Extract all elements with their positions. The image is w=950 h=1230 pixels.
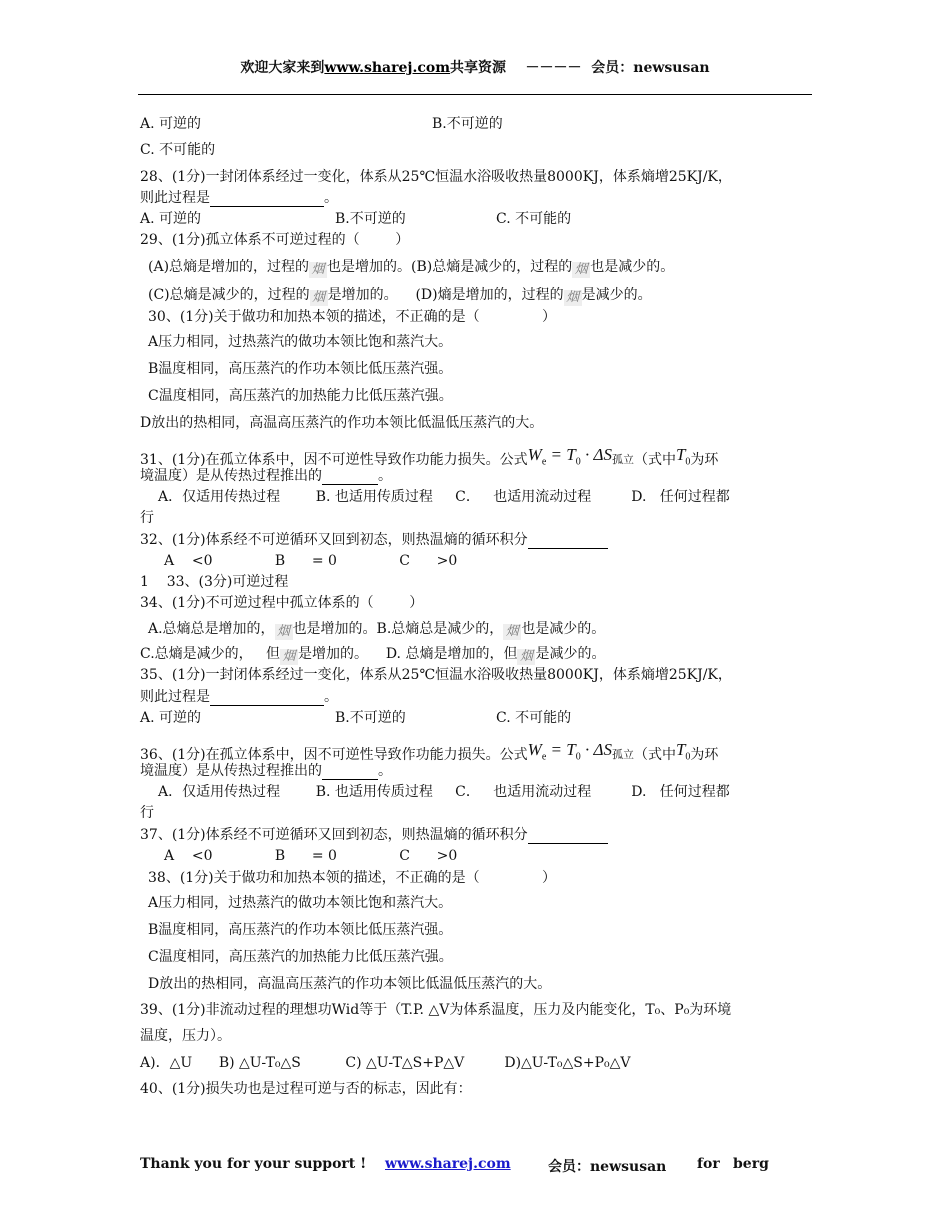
formula-t0: $T_0$ <box>675 445 691 468</box>
option-line: A)．△U B) △U-T₀△S C) △U-T△S+P△V D)△U-T₀△S+P₀△V <box>140 1055 631 1071</box>
question-30: 30、(1分)关于做功和加热本领的描述，不正确的是（ ） <box>148 309 556 325</box>
option-line: C温度相同，高压蒸汽的加热能力比低压蒸汽强。 <box>148 949 453 965</box>
option-line: C. 不可能的 <box>496 211 572 227</box>
question-line: 温度，压力）。 <box>140 1028 231 1044</box>
footer-link[interactable]: www.sharej.com <box>385 1156 511 1172</box>
option-line: A. 可逆的 <box>140 211 202 227</box>
answer-blank[interactable] <box>210 192 324 207</box>
option-line: 行 <box>140 510 154 526</box>
option-line: (A)总熵是增加的，过程的 烟 也是增加的。(B)总熵是减少的，过程的 烟 也是减少的。 <box>148 259 675 277</box>
question-line: 境温度）是从传热过程推出的 。 <box>140 468 392 484</box>
question-31: 31、(1分)在孤立体系中，因不可逆性导致作功能力损失。公式$W_e = T_0 \cdot \Delta S$孤立（式中$T_0$为环 <box>140 445 719 468</box>
question-35: 35、(1分)一封闭体系经过一变化，体系从25℃恒温水浴吸收热量8000KJ，体系熵增25KJ/K， <box>140 667 732 683</box>
header-link[interactable]: www.sharej.com <box>324 60 451 76</box>
formula: $W_e = T_0 \cdot \Delta S$孤立 <box>527 445 634 468</box>
option-line: A压力相同，过热蒸汽的做功本领比饱和蒸汽大。 <box>148 895 453 911</box>
option-line: B.不可逆的 <box>335 211 406 227</box>
formula: $W_e = T_0 \cdot \Delta S$孤立 <box>527 740 634 763</box>
option-line: B.不可逆的 <box>432 116 503 132</box>
question-line: 则此过程是 。 <box>140 689 338 705</box>
option-line: C. 不可能的 <box>140 142 216 158</box>
question-line: 则此过程是 。 <box>140 190 338 206</box>
question-line: 境温度）是从传热过程推出的 。 <box>140 763 392 779</box>
exergy-glyph: 烟 <box>275 624 293 640</box>
option-line: D放出的热相同，高温高压蒸汽的作功本领比低温低压蒸汽的大。 <box>148 976 552 992</box>
exergy-glyph: 烟 <box>564 290 582 306</box>
option-line: A．仅适用传热过程 B. 也适用传质过程 C． 也适用流动过程 D. 任何过程都 <box>158 489 730 505</box>
question-39: 39、(1分)非流动过程的理想功Wid等于（T.P. △V为体系温度，压力及内能变化，T₀、P₀为环境 <box>140 1002 732 1018</box>
option-line: A. 可逆的 <box>140 116 202 132</box>
question-28: 28、(1分)一封闭体系经过一变化，体系从25℃恒温水浴吸收热量8000KJ，体系熵增25KJ/K， <box>140 169 732 185</box>
question-36: 36、(1分)在孤立体系中，因不可逆性导致作功能力损失。公式$W_e = T_0 \cdot \Delta S$孤立（式中$T_0$为环 <box>140 740 719 763</box>
option-line: A压力相同，过热蒸汽的做功本领比饱和蒸汽大。 <box>148 334 453 350</box>
option-line: (C)总熵是减少的，过程的 烟 是增加的。 (D)熵是增加的，过程的 烟 是减少的。 <box>148 287 652 305</box>
option-line: B温度相同，高压蒸汽的作功本领比低压蒸汽强。 <box>148 361 453 377</box>
exergy-glyph: 烟 <box>280 649 298 665</box>
option-line: C. 不可能的 <box>496 710 572 726</box>
option-line: A <0 B = 0 C >0 <box>164 553 458 569</box>
question-29: 29、(1分)孤立体系不可逆过程的（ ） <box>140 232 410 248</box>
answer-blank[interactable] <box>210 691 324 706</box>
exergy-glyph: 烟 <box>310 290 328 306</box>
header-suffix: 共享资源 －－－－ 会员：newsusan <box>450 60 710 76</box>
question-34: 34、(1分)不可逆过程中孤立体系的（ ） <box>140 595 424 611</box>
answer-blank[interactable] <box>322 765 378 780</box>
exergy-glyph: 烟 <box>309 262 327 278</box>
exergy-glyph: 烟 <box>572 262 590 278</box>
question-32: 32、(1分)体系经不可逆循环又回到初态，则热温熵的循环积分 <box>140 531 608 549</box>
question-40: 40、(1分)损失功也是过程可逆与否的标志，因此有： <box>140 1081 472 1097</box>
question-33: 1 33、(3分)可逆过程 <box>140 574 289 590</box>
option-line: A <0 B = 0 C >0 <box>164 848 458 864</box>
exergy-glyph: 烟 <box>517 649 535 665</box>
question-38: 38、(1分)关于做功和加热本领的描述，不正确的是（ ） <box>148 870 556 886</box>
option-line: A.总熵总是增加的， 烟 也是增加的。B.总熵总是减少的， 烟 也是减少的。 <box>148 621 606 639</box>
exergy-glyph: 烟 <box>503 624 521 640</box>
option-line: C.总熵是减少的， 但 烟 是增加的。 D. 总熵是增加的，但 烟 是减少的。 <box>140 646 606 664</box>
option-line: B.不可逆的 <box>335 710 406 726</box>
formula-t0: $T_0$ <box>675 740 691 763</box>
option-line: A．仅适用传热过程 B. 也适用传质过程 C． 也适用流动过程 D. 任何过程都 <box>158 784 730 800</box>
option-line: C温度相同，高压蒸汽的加热能力比低压蒸汽强。 <box>148 388 453 404</box>
footer-thanks: Thank you for your support ! <box>140 1156 367 1172</box>
question-37: 37、(1分)体系经不可逆循环又回到初态，则热温熵的循环积分 <box>140 826 608 844</box>
header-rule <box>138 94 812 95</box>
page-header <box>0 57 950 77</box>
option-line: D放出的热相同，高温高压蒸汽的作功本领比低温低压蒸汽的大。 <box>140 415 544 431</box>
option-line: A. 可逆的 <box>140 710 202 726</box>
option-line: 行 <box>140 805 154 821</box>
answer-blank[interactable] <box>528 829 608 844</box>
option-line: B温度相同，高压蒸汽的作功本领比低压蒸汽强。 <box>148 922 453 938</box>
footer-for: for <box>697 1156 720 1172</box>
footer-name: berg <box>733 1156 769 1172</box>
answer-blank[interactable] <box>528 534 608 549</box>
header-prefix: 欢迎大家来到 <box>240 60 325 76</box>
footer-member: 会员：newsusan <box>548 1159 667 1175</box>
answer-blank[interactable] <box>322 470 378 485</box>
